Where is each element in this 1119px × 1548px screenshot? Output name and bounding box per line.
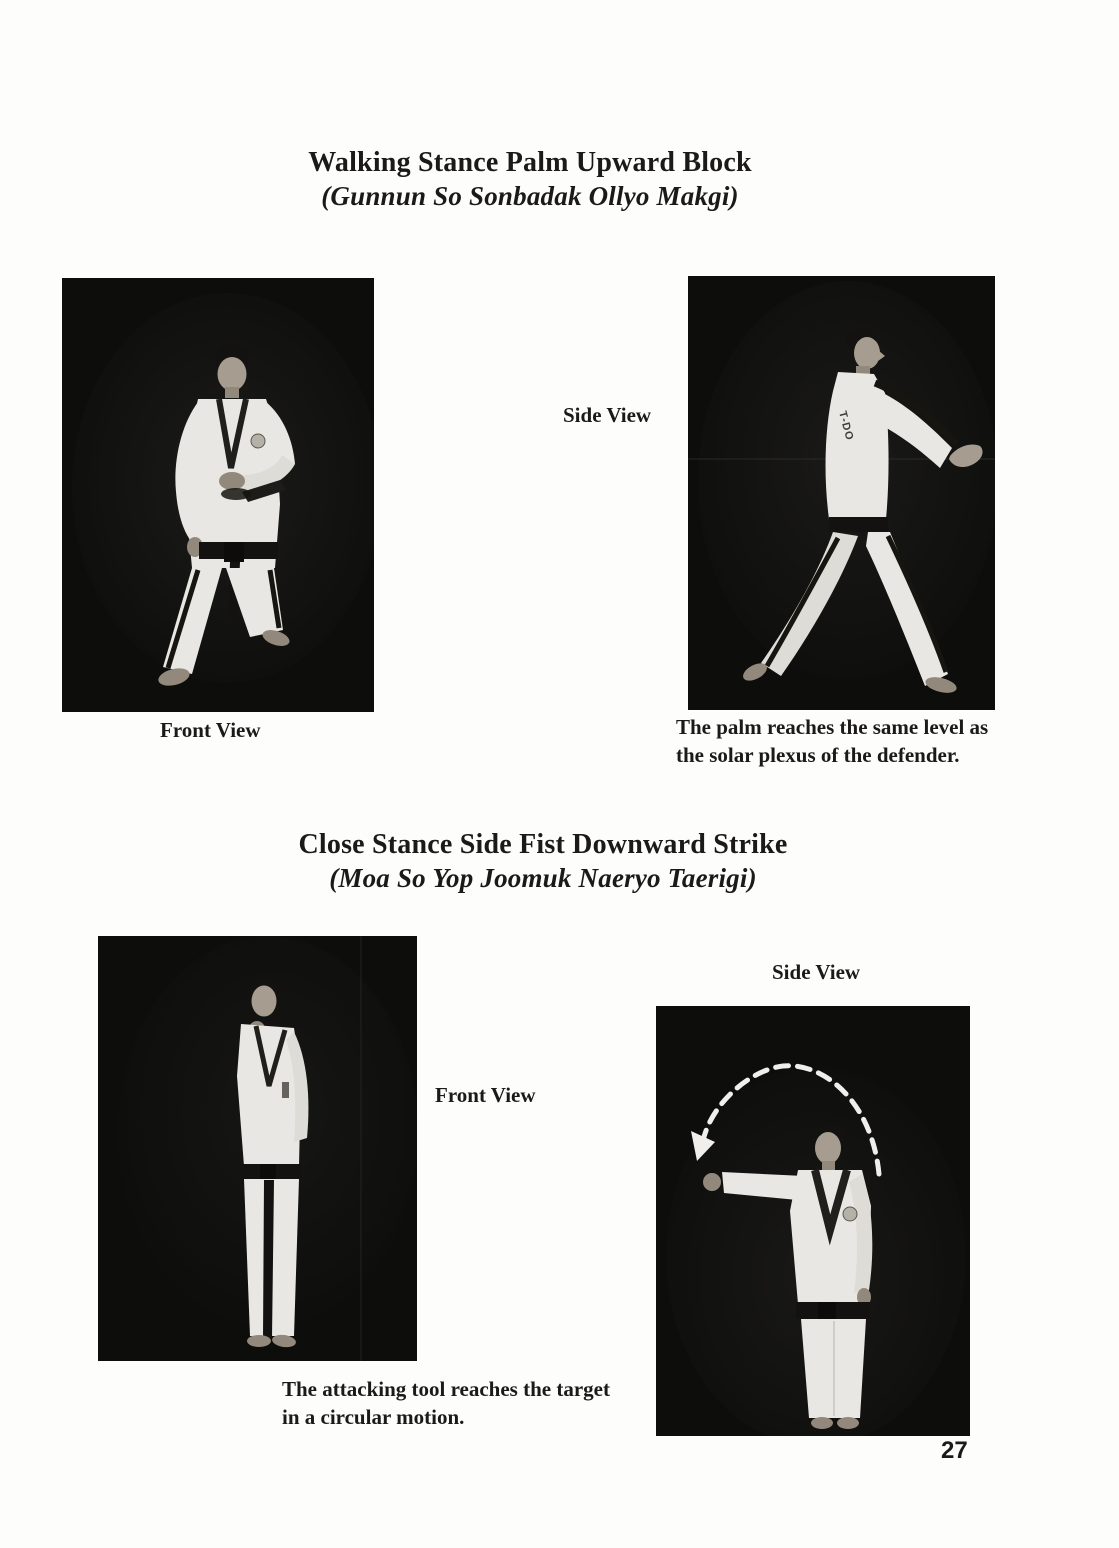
photo-image bbox=[656, 1006, 970, 1436]
front-view-label-1: Front View bbox=[160, 718, 261, 742]
caption-line: The attacking tool reaches the target bbox=[282, 1377, 610, 1401]
photo-image bbox=[62, 278, 374, 712]
photo-side-view-palm-upward-block bbox=[688, 276, 995, 710]
photo-front-view-close-stance bbox=[98, 936, 417, 1361]
section2-title-block bbox=[243, 828, 843, 895]
front-view-label-2: Front View bbox=[435, 1083, 536, 1107]
photo-image bbox=[688, 276, 995, 710]
photo-side-view-downward-strike bbox=[656, 1006, 970, 1436]
caption-circular-motion bbox=[282, 1376, 662, 1431]
scan-line bbox=[360, 936, 362, 1361]
section1-subtitle: (Gunnun So Sonbadak Ollyo Makgi) bbox=[321, 181, 739, 211]
section2-subtitle: (Moa So Yop Joomuk Naeryo Taerigi) bbox=[329, 863, 757, 893]
page-number: 27 bbox=[941, 1437, 968, 1464]
side-view-label-1: Side View bbox=[563, 403, 652, 427]
photo-image bbox=[98, 936, 417, 1361]
caption-line: the solar plexus of the defender. bbox=[676, 742, 960, 767]
side-view-label-2: Side View bbox=[772, 960, 861, 984]
section1-title-block bbox=[230, 146, 830, 213]
section1-title: Walking Stance Palm Upward Block bbox=[308, 147, 752, 178]
caption-line: The palm reaches the same level as bbox=[676, 715, 989, 739]
caption-palm-level bbox=[676, 714, 1036, 769]
caption-line: in a circular motion. bbox=[282, 1404, 465, 1429]
section2-title: Close Stance Side Fist Downward Strike bbox=[298, 829, 788, 860]
photo-front-view-palm-upward-block bbox=[62, 278, 374, 712]
jacket-lettering: T-DO bbox=[836, 409, 856, 443]
